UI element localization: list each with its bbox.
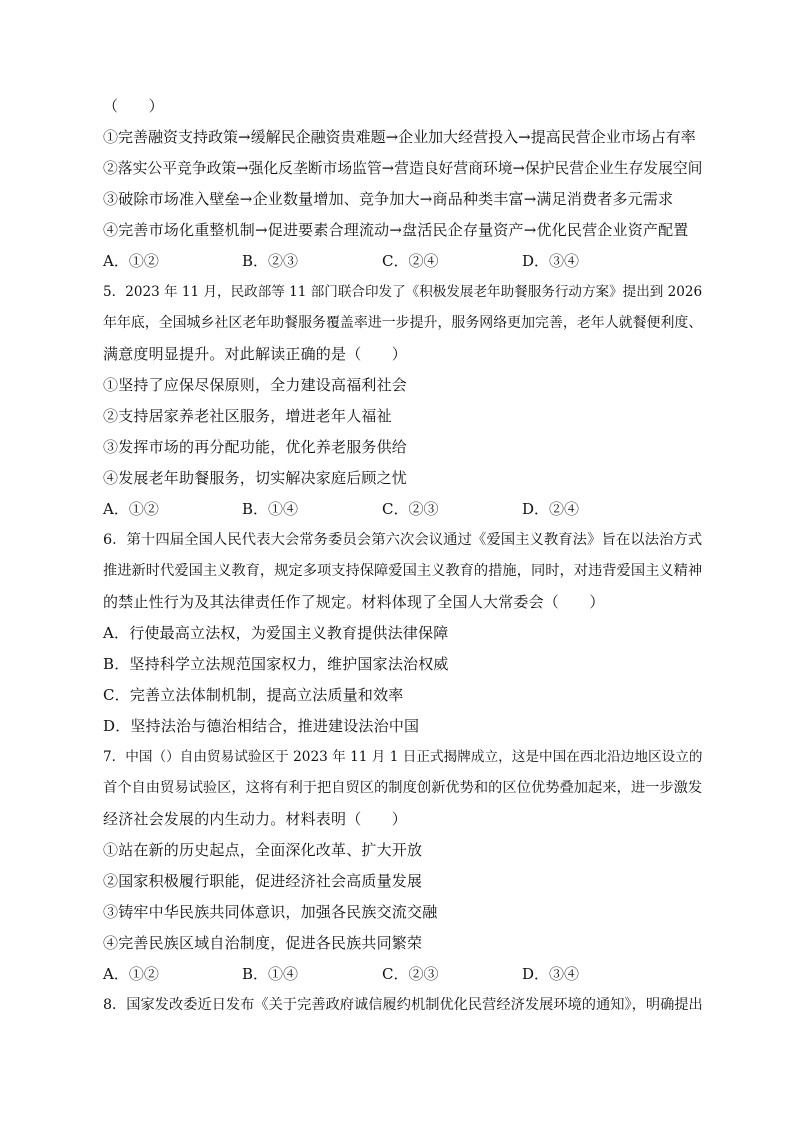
question-stem-line: 经济社会发展的内生动力。材料表明（ ） xyxy=(103,810,408,828)
option-a: A．①② xyxy=(103,500,159,518)
question-4 xyxy=(103,91,703,277)
answer-options xyxy=(103,246,703,277)
option-b: B．①④ xyxy=(242,965,299,983)
statement-3: ③发挥市场的再分配功能，优化养老服务供给 xyxy=(103,438,408,456)
question-6 xyxy=(103,525,703,742)
statement-4: ④完善市场化重整机制→促进要素合理流动→盘活民企存量资产→优化民营企业资产配置 xyxy=(103,221,689,239)
option-c: C．②③ xyxy=(382,500,439,518)
question-stem-line: 7．中国（）自由贸易试验区于 2023 年 11 月 1 日正式揭牌成立，这是中国在西北沿边地区设立的 xyxy=(103,749,703,765)
answer-options xyxy=(103,959,703,990)
option-b: B．①④ xyxy=(242,500,299,518)
question-stem-line: 推进新时代爱国主义教育，规定多项支持保障爱国主义教育的措施，同时，对违背爱国主义精神 xyxy=(103,563,703,579)
statement-3: ③破除市场准入壁垒→企业数量增加、竞争加大→商品种类丰富→满足消费者多元需求 xyxy=(103,190,674,208)
statement-2: ②国家积极履行职能，促进经济社会高质量发展 xyxy=(103,872,423,890)
choice-a: A．行使最高立法权，为爱国主义教育提供法律保障 xyxy=(103,624,449,642)
option-c: C．②③ xyxy=(382,965,439,983)
question-7 xyxy=(103,742,703,990)
question-5 xyxy=(103,277,703,525)
choice-d: D．坚持法治与德治相结合，推进建设法治中国 xyxy=(103,717,420,735)
question-stem-line: 首个自由贸易试验区，这将有利于把自贸区的制度创新优势和的区位优势叠加起来，进一步激发 xyxy=(103,780,703,796)
question-stem-line: 5．2023 年 11 月，民政部等 11 部门联合印发了《积极发展老年助餐服务行动方案》提出到 2026 xyxy=(103,284,703,300)
choice-b: B．坚持科学立法规范国家权力，维护国家法治权威 xyxy=(103,655,449,673)
statement-2: ②支持居家养老社区服务，增进老年人福祉 xyxy=(103,407,392,425)
exam-page xyxy=(103,91,703,1021)
answer-bracket: （ ） xyxy=(103,97,164,115)
statement-1: ①完善融资支持政策→缓解民企融资贵难题→企业加大经营投入→提高民营企业市场占有率 xyxy=(103,128,696,146)
option-b: B．②③ xyxy=(242,252,299,270)
statement-2: ②落实公平竞争政策→强化反垄断市场监管→营造良好营商环境→保护民营企业生存发展空间 xyxy=(103,160,703,177)
option-a: A．①② xyxy=(103,252,159,270)
statement-1: ①坚持了应保尽保原则，全力建设高福利社会 xyxy=(103,376,408,394)
option-d: D．②④ xyxy=(522,500,580,518)
option-d: D．③④ xyxy=(522,252,580,270)
question-8 xyxy=(103,990,703,1021)
option-a: A．①② xyxy=(103,965,159,983)
option-d: D．③④ xyxy=(522,965,580,983)
question-stem-line: 满意度明显提升。对此解读正确的是（ ） xyxy=(103,345,408,363)
question-stem-line: 年年底，全国城乡社区老年助餐服务覆盖率进一步提升，服务网络更加完善，老年人就餐便利度、 xyxy=(103,315,703,331)
question-stem-line: 的禁止性行为及其法律责任作了规定。材料体现了全国人大常委会（ ） xyxy=(103,593,605,611)
question-stem-line: 8．国家发改委近日发布《关于完善政府诚信履约机制优化民营经济发展环境的通知》，明确提出 xyxy=(103,997,703,1013)
question-stem-line: 6．第十四届全国人民代表大会常务委员会第六次会议通过《爱国主义教育法》旨在以法治方式 xyxy=(103,532,703,548)
answer-options xyxy=(103,494,703,525)
statement-3: ③铸牢中华民族共同体意识，加强各民族交流交融 xyxy=(103,903,438,921)
choice-c: C．完善立法体制机制，提高立法质量和效率 xyxy=(103,686,404,704)
statement-1: ①站在新的历史起点，全面深化改革、扩大开放 xyxy=(103,841,423,859)
statement-4: ④发展老年助餐服务，切实解决家庭后顾之忧 xyxy=(103,469,408,487)
option-c: C．②④ xyxy=(382,252,439,270)
statement-4: ④完善民族区域自治制度，促进各民族共同繁荣 xyxy=(103,934,423,952)
